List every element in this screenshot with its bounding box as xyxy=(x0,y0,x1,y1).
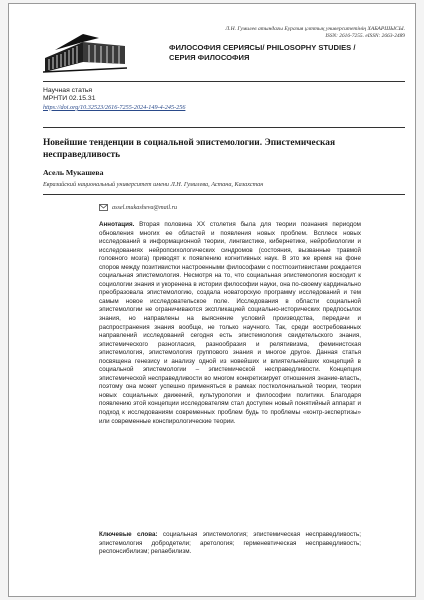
article-title-line-1: Новейшие тенденции в социальной эпистемологии. Эпистемическая xyxy=(43,138,336,148)
abstract xyxy=(99,221,361,426)
article-type: Научная статья xyxy=(43,87,93,94)
series-title-line-2: СЕРИЯ ФИЛОСОФИЯ xyxy=(169,53,250,62)
author-name: Асель Мукашева xyxy=(43,168,104,177)
series-title-line-1: ФИЛОСОФИЯ СЕРИЯСЫ/ PHILOSOPHY STUDIES / xyxy=(169,43,356,52)
abstract-text: Вторая половина XX столетия была для теории познания периодом обновления многих ее областей и появления новых проблем. Всплеск новых исследований в информационной теории, лингвистике, кибернетике, нейробиологии и исследованиях нейропсихологических синдромов (состояния, вызванные травмой головного мозга) приводят к появлению когнитивных наук. В это же время на фоне споров между позитивистки настроенными философами с постпозитивистами рождается социальная эпистемология. Несмотря на то, что социальная эпистемология восходит к социологии знания и укоренена в истории философии науки, она по-своему кардинально преобразовала эпистемологию, создала новаторскую программу исследований и тем самым новое исследовательское поле. Исследования в области социальной эпистемологии не ограничиваются экспликацией социально-исторических предпосылок знания, но направлены на выяснение условий производства, передачи и распространения знания вообще, не только научного. Так, среди востребованных направлений исследований сегодня есть эпистемология свидетельского знания, эпистемического разногласия, разнообразия и релятивизма, феминистская эпистемология, эпистемология группового знания и многое другое. Данная статья посвящена генезису и анализу одной из новейших и влиятельнейших концепций в социальной эпистемологии – эпистемической несправедливости. Концепция эпистемической несправедливости во многом конкретизирует отношения знание-власть, поэтому она может успешно применяться в рамках постколониальной теории, теории новых социальных движений, культурологии и философии политики. Благодаря появлению этой концепции исследователям стал доступен новый понятийный аппарат и подход к исследованиям современных проблем будь то проблемы «контр-экспертизы» или современные конспирологические теории. xyxy=(99,221,361,425)
abstract-label: Аннотация. xyxy=(99,221,135,228)
keywords-label: Ключевые слова: xyxy=(99,531,158,538)
article-meta xyxy=(43,87,185,112)
author-email xyxy=(99,204,177,211)
keywords-text: социальная эпистемология; эпистемическая несправедливость; эпистемология добродетели; аретология; герменевтическая несправедливость; респонсибилизм; релаебилизм. xyxy=(99,531,361,556)
journal-header xyxy=(169,26,405,63)
doi-link[interactable]: https://doi.org/10.32523/2616-7255-2024-149-4-245-256 xyxy=(43,103,186,111)
meta-divider xyxy=(43,127,405,128)
author-divider xyxy=(43,194,405,195)
author-affiliation: Евразийский национальный университет имени Л.Н. Гумилева, Астана, Казахстан xyxy=(43,181,264,188)
envelope-icon xyxy=(99,204,108,211)
issn-line: ISSN: 2616-7255. eISSN: 2663-2489 xyxy=(325,33,405,39)
mrnti-code: МРНТИ 02.15.31 xyxy=(43,95,96,103)
university-line: Л.Н. Гумилев атындағы Еуразия ұлттық университетінің ХАБАРШЫСЫ. xyxy=(225,26,405,32)
email-address[interactable]: assel.mukasheva@mail.ru xyxy=(112,204,178,211)
article-page xyxy=(8,3,416,597)
keywords xyxy=(99,531,361,557)
article-title-line-2: несправедливость xyxy=(43,150,121,160)
university-building-logo xyxy=(43,28,127,74)
header-divider xyxy=(43,81,405,82)
article-title xyxy=(43,137,405,161)
